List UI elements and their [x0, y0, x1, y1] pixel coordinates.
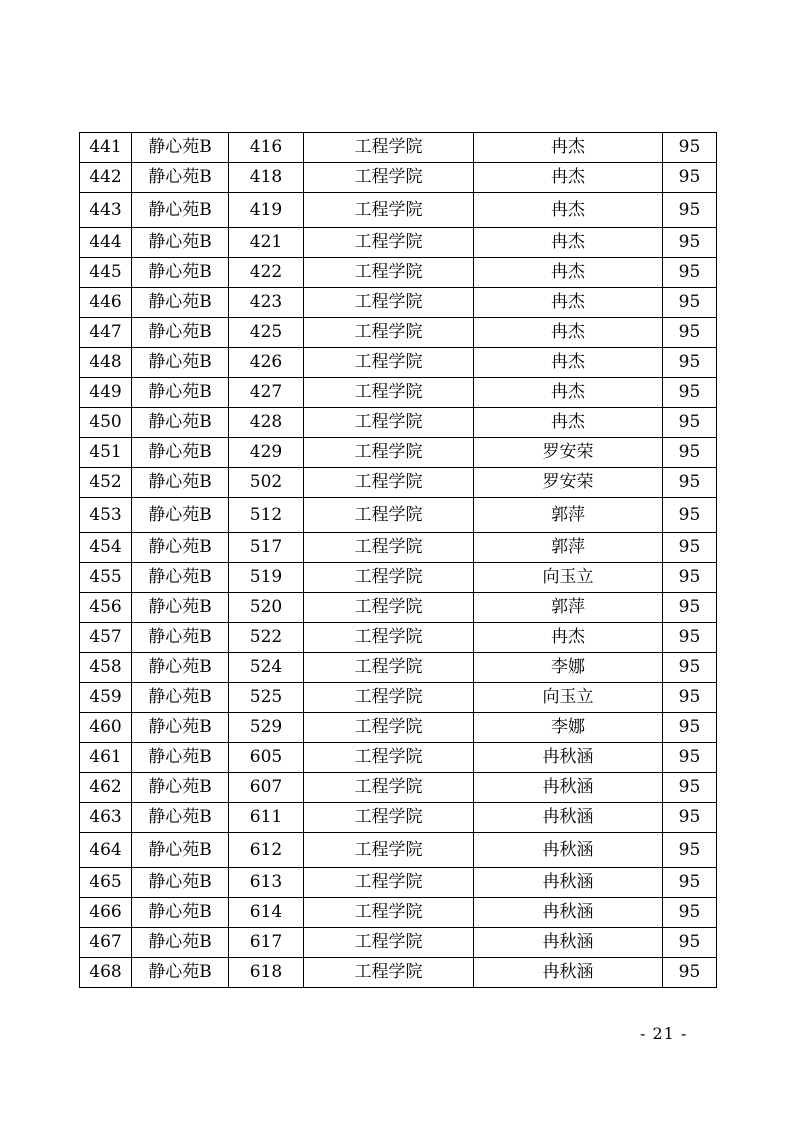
table-row: [80, 683, 717, 713]
name-cell: 冉杰: [474, 163, 663, 193]
name-cell: 冉秋涵: [474, 928, 663, 958]
building-cell: 静心苑B: [132, 288, 229, 318]
college-cell: 工程学院: [304, 258, 474, 288]
table-row: [80, 288, 717, 318]
college-cell: 工程学院: [304, 713, 474, 743]
college-cell: 工程学院: [304, 193, 474, 228]
room-cell: 427: [229, 378, 304, 408]
row-number-cell: 445: [80, 258, 132, 288]
name-cell: 冉杰: [474, 228, 663, 258]
college-cell: 工程学院: [304, 163, 474, 193]
building-cell: 静心苑B: [132, 928, 229, 958]
room-cell: 618: [229, 958, 304, 988]
table-row: [80, 163, 717, 193]
score-cell: 95: [663, 468, 717, 498]
building-cell: 静心苑B: [132, 498, 229, 533]
name-cell: 冉秋涵: [474, 898, 663, 928]
page-number: - 21 -: [640, 1024, 688, 1043]
score-cell: 95: [663, 318, 717, 348]
building-cell: 静心苑B: [132, 653, 229, 683]
table-row: [80, 228, 717, 258]
score-cell: 95: [663, 713, 717, 743]
room-cell: 522: [229, 623, 304, 653]
college-cell: 工程学院: [304, 593, 474, 623]
score-cell: 95: [663, 928, 717, 958]
building-cell: 静心苑B: [132, 378, 229, 408]
score-cell: 95: [663, 563, 717, 593]
row-number-cell: 457: [80, 623, 132, 653]
room-cell: 416: [229, 133, 304, 163]
college-cell: 工程学院: [304, 928, 474, 958]
name-cell: 冉杰: [474, 348, 663, 378]
dormitory-score-table: [79, 132, 717, 988]
score-cell: 95: [663, 593, 717, 623]
name-cell: 罗安荣: [474, 438, 663, 468]
room-cell: 421: [229, 228, 304, 258]
room-cell: 428: [229, 408, 304, 438]
building-cell: 静心苑B: [132, 438, 229, 468]
room-cell: 605: [229, 743, 304, 773]
college-cell: 工程学院: [304, 288, 474, 318]
row-number-cell: 462: [80, 773, 132, 803]
building-cell: 静心苑B: [132, 683, 229, 713]
row-number-cell: 461: [80, 743, 132, 773]
college-cell: 工程学院: [304, 318, 474, 348]
building-cell: 静心苑B: [132, 258, 229, 288]
table-row: [80, 928, 717, 958]
college-cell: 工程学院: [304, 653, 474, 683]
college-cell: 工程学院: [304, 468, 474, 498]
row-number-cell: 466: [80, 898, 132, 928]
score-cell: 95: [663, 408, 717, 438]
college-cell: 工程学院: [304, 533, 474, 563]
table-row: [80, 318, 717, 348]
score-cell: 95: [663, 683, 717, 713]
name-cell: 冉秋涵: [474, 743, 663, 773]
score-cell: 95: [663, 868, 717, 898]
room-cell: 422: [229, 258, 304, 288]
room-cell: 614: [229, 898, 304, 928]
college-cell: 工程学院: [304, 803, 474, 833]
table-row: [80, 653, 717, 683]
row-number-cell: 454: [80, 533, 132, 563]
name-cell: 冉杰: [474, 258, 663, 288]
college-cell: 工程学院: [304, 498, 474, 533]
row-number-cell: 453: [80, 498, 132, 533]
name-cell: 冉杰: [474, 408, 663, 438]
table-row: [80, 713, 717, 743]
score-cell: 95: [663, 833, 717, 868]
row-number-cell: 455: [80, 563, 132, 593]
room-cell: 418: [229, 163, 304, 193]
row-number-cell: 459: [80, 683, 132, 713]
name-cell: 冉杰: [474, 133, 663, 163]
building-cell: 静心苑B: [132, 193, 229, 228]
score-cell: 95: [663, 623, 717, 653]
table-row: [80, 498, 717, 533]
table-row: [80, 773, 717, 803]
name-cell: 冉秋涵: [474, 833, 663, 868]
table-row: [80, 348, 717, 378]
score-cell: 95: [663, 498, 717, 533]
score-cell: 95: [663, 378, 717, 408]
building-cell: 静心苑B: [132, 228, 229, 258]
score-cell: 95: [663, 803, 717, 833]
row-number-cell: 465: [80, 868, 132, 898]
table-row: [80, 743, 717, 773]
room-cell: 423: [229, 288, 304, 318]
row-number-cell: 460: [80, 713, 132, 743]
building-cell: 静心苑B: [132, 868, 229, 898]
row-number-cell: 442: [80, 163, 132, 193]
row-number-cell: 451: [80, 438, 132, 468]
college-cell: 工程学院: [304, 743, 474, 773]
building-cell: 静心苑B: [132, 623, 229, 653]
score-cell: 95: [663, 533, 717, 563]
building-cell: 静心苑B: [132, 318, 229, 348]
building-cell: 静心苑B: [132, 408, 229, 438]
score-cell: 95: [663, 653, 717, 683]
table-row: [80, 593, 717, 623]
name-cell: 郭萍: [474, 533, 663, 563]
room-cell: 607: [229, 773, 304, 803]
score-cell: 95: [663, 438, 717, 468]
row-number-cell: 456: [80, 593, 132, 623]
building-cell: 静心苑B: [132, 533, 229, 563]
building-cell: 静心苑B: [132, 743, 229, 773]
score-cell: 95: [663, 133, 717, 163]
row-number-cell: 467: [80, 928, 132, 958]
room-cell: 517: [229, 533, 304, 563]
row-number-cell: 450: [80, 408, 132, 438]
room-cell: 529: [229, 713, 304, 743]
name-cell: 冉杰: [474, 318, 663, 348]
table-row: [80, 193, 717, 228]
name-cell: 冉杰: [474, 623, 663, 653]
table-row: [80, 468, 717, 498]
table-row: [80, 868, 717, 898]
building-cell: 静心苑B: [132, 563, 229, 593]
score-cell: 95: [663, 743, 717, 773]
room-cell: 419: [229, 193, 304, 228]
name-cell: 冉秋涵: [474, 773, 663, 803]
college-cell: 工程学院: [304, 438, 474, 468]
row-number-cell: 443: [80, 193, 132, 228]
table-body: [80, 133, 717, 988]
row-number-cell: 468: [80, 958, 132, 988]
name-cell: 李娜: [474, 653, 663, 683]
name-cell: 冉杰: [474, 193, 663, 228]
table-row: [80, 408, 717, 438]
score-cell: 95: [663, 288, 717, 318]
building-cell: 静心苑B: [132, 163, 229, 193]
building-cell: 静心苑B: [132, 773, 229, 803]
table-row: [80, 833, 717, 868]
name-cell: 冉秋涵: [474, 803, 663, 833]
college-cell: 工程学院: [304, 773, 474, 803]
room-cell: 519: [229, 563, 304, 593]
room-cell: 617: [229, 928, 304, 958]
college-cell: 工程学院: [304, 683, 474, 713]
score-cell: 95: [663, 193, 717, 228]
name-cell: 冉秋涵: [474, 958, 663, 988]
row-number-cell: 449: [80, 378, 132, 408]
row-number-cell: 446: [80, 288, 132, 318]
room-cell: 611: [229, 803, 304, 833]
college-cell: 工程学院: [304, 898, 474, 928]
room-cell: 429: [229, 438, 304, 468]
table-row: [80, 378, 717, 408]
college-cell: 工程学院: [304, 958, 474, 988]
name-cell: 李娜: [474, 713, 663, 743]
score-cell: 95: [663, 163, 717, 193]
room-cell: 613: [229, 868, 304, 898]
building-cell: 静心苑B: [132, 833, 229, 868]
building-cell: 静心苑B: [132, 593, 229, 623]
score-cell: 95: [663, 228, 717, 258]
table-row: [80, 958, 717, 988]
room-cell: 612: [229, 833, 304, 868]
name-cell: 郭萍: [474, 498, 663, 533]
college-cell: 工程学院: [304, 228, 474, 258]
score-cell: 95: [663, 898, 717, 928]
row-number-cell: 447: [80, 318, 132, 348]
building-cell: 静心苑B: [132, 468, 229, 498]
building-cell: 静心苑B: [132, 803, 229, 833]
table-row: [80, 438, 717, 468]
room-cell: 425: [229, 318, 304, 348]
building-cell: 静心苑B: [132, 348, 229, 378]
room-cell: 502: [229, 468, 304, 498]
score-cell: 95: [663, 348, 717, 378]
college-cell: 工程学院: [304, 563, 474, 593]
table-row: [80, 258, 717, 288]
row-number-cell: 444: [80, 228, 132, 258]
row-number-cell: 452: [80, 468, 132, 498]
row-number-cell: 441: [80, 133, 132, 163]
college-cell: 工程学院: [304, 133, 474, 163]
name-cell: 郭萍: [474, 593, 663, 623]
college-cell: 工程学院: [304, 378, 474, 408]
row-number-cell: 463: [80, 803, 132, 833]
college-cell: 工程学院: [304, 623, 474, 653]
college-cell: 工程学院: [304, 868, 474, 898]
row-number-cell: 458: [80, 653, 132, 683]
building-cell: 静心苑B: [132, 898, 229, 928]
name-cell: 冉秋涵: [474, 868, 663, 898]
building-cell: 静心苑B: [132, 133, 229, 163]
name-cell: 向玉立: [474, 683, 663, 713]
score-cell: 95: [663, 958, 717, 988]
score-cell: 95: [663, 773, 717, 803]
college-cell: 工程学院: [304, 833, 474, 868]
row-number-cell: 464: [80, 833, 132, 868]
score-cell: 95: [663, 258, 717, 288]
table-row: [80, 563, 717, 593]
room-cell: 426: [229, 348, 304, 378]
room-cell: 520: [229, 593, 304, 623]
college-cell: 工程学院: [304, 348, 474, 378]
room-cell: 524: [229, 653, 304, 683]
building-cell: 静心苑B: [132, 958, 229, 988]
name-cell: 冉杰: [474, 378, 663, 408]
college-cell: 工程学院: [304, 408, 474, 438]
row-number-cell: 448: [80, 348, 132, 378]
building-cell: 静心苑B: [132, 713, 229, 743]
name-cell: 罗安荣: [474, 468, 663, 498]
table-row: [80, 533, 717, 563]
name-cell: 冉杰: [474, 288, 663, 318]
room-cell: 525: [229, 683, 304, 713]
table-row: [80, 133, 717, 163]
room-cell: 512: [229, 498, 304, 533]
table-row: [80, 898, 717, 928]
name-cell: 向玉立: [474, 563, 663, 593]
table-row: [80, 623, 717, 653]
table-row: [80, 803, 717, 833]
